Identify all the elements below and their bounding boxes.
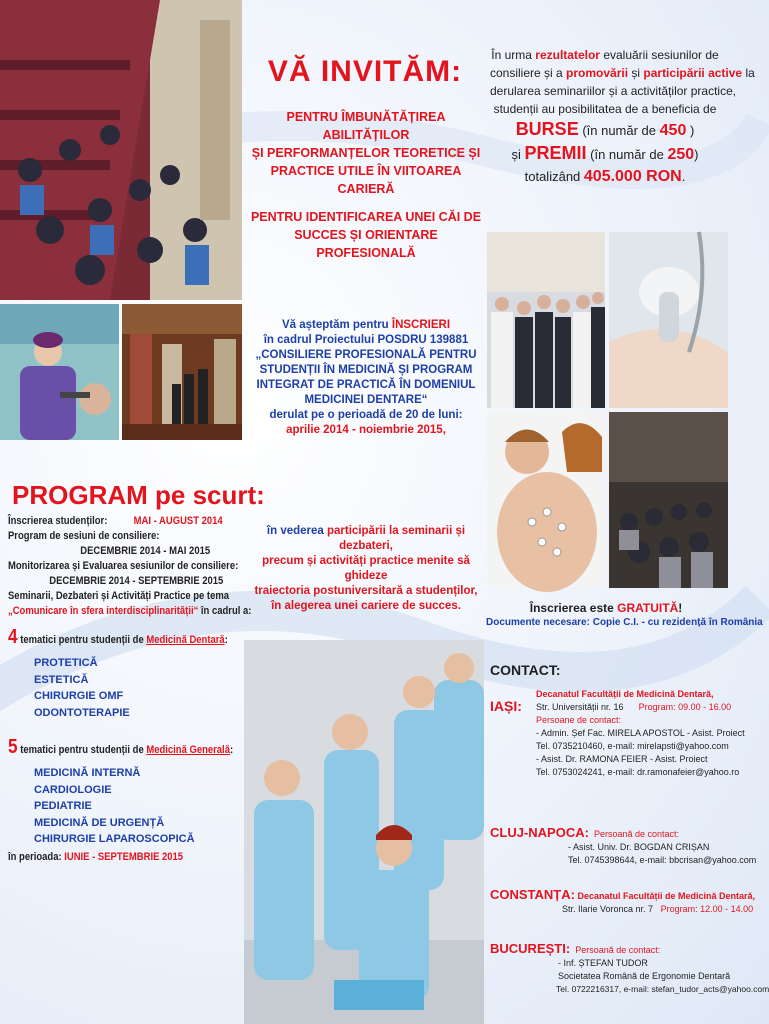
free-highlight: GRATUITĂ — [617, 601, 679, 615]
text-span: și — [628, 66, 644, 80]
theme-title: „Comunicare în sfera interdisciplinarității“ — [8, 605, 199, 617]
list-item: MEDICINĂ DE URGENȚĂ — [34, 816, 165, 829]
period-line — [8, 850, 211, 865]
text-span: Str. Universității nr. 16 — [536, 702, 624, 712]
list-item: MEDICINĂ INTERNĂ — [34, 767, 141, 779]
text-span: Copie C.I. - cu rezidență în România — [592, 617, 763, 628]
purpose-line-3: traiectoria postuniversitară a studenților, — [254, 585, 478, 597]
iasi-contact-2-info: Tel. 0753024241, e-mail: dr.ramonafeier@yahoo.ro — [536, 767, 740, 777]
text-span: Program: 12.00 - 14.00 — [660, 904, 754, 914]
contact-cluj — [490, 825, 757, 867]
text-span: ) — [686, 123, 695, 138]
enrollment-highlight: ÎNSCRIERI — [391, 319, 451, 331]
monitoring-period: DECEMBRIE 2014 - SEPTEMBRIE 2015 — [49, 575, 224, 587]
list-item: PEDIATRIE — [34, 800, 92, 812]
dental-topic-list — [8, 651, 244, 721]
sessions-period: DECEMBRIE 2014 - MAI 2015 — [80, 545, 211, 557]
monitoring-label: Monitorizarea și Evaluarea sesiunilor de consiliere: — [8, 560, 239, 572]
total-line — [490, 166, 720, 188]
list-item: PROTETICĂ — [34, 657, 98, 669]
iasi-details — [490, 688, 745, 779]
cluj-contact-1: - Asist. Univ. Dr. BOGDAN CRIȘAN — [568, 842, 710, 852]
photo-ultrasound — [609, 232, 728, 408]
photo-auditorium — [0, 0, 242, 300]
contact-constanta — [490, 887, 756, 916]
text-span: în vederea — [266, 525, 328, 537]
sessions-label: Program de sesiuni de consiliere: — [8, 530, 160, 542]
text-span: la — [742, 66, 755, 80]
text-span: tematici pentru studenții de — [17, 744, 147, 756]
project-line-8: aprilie 2014 - noiembrie 2015, — [286, 424, 446, 436]
invite-line-4: PENTRU IDENTIFICAREA UNEI CĂI DE — [250, 210, 482, 224]
total-amount: 405.000 RON — [583, 168, 682, 185]
text-span: (în număr de — [578, 123, 660, 138]
text-span: Înscrierea este — [529, 601, 618, 615]
iasi-contact-1-info: Tel. 0735210460, e-mail: mirelapsti@yahoo.com — [536, 741, 729, 751]
text-span: Str. Ilarie Voronca nr. 7 — [562, 904, 654, 914]
invite-title: VĂ INVITĂM: — [267, 55, 463, 88]
text-span: rezultatelor — [535, 48, 600, 62]
contact-iasi — [490, 688, 745, 779]
iasi-contacts-label: Persoane de contact: — [536, 715, 622, 725]
text-span: evaluării sesiunilor de — [599, 48, 719, 62]
text-span: și — [511, 147, 525, 162]
general-topics — [8, 736, 244, 865]
purpose-line-4: în alegerea unei cariere de succes. — [271, 600, 461, 612]
contact-bucuresti — [490, 941, 769, 996]
general-topic-list — [8, 761, 244, 848]
iasi-department: Decanatul Facultății de Medicină Dentară, — [536, 689, 714, 699]
photo-students-lab — [244, 640, 484, 1024]
text-span: consiliere și a — [490, 66, 567, 80]
text-span: MAI - AUGUST 2014 — [133, 515, 223, 527]
burse-line — [490, 118, 720, 142]
text-span: . — [681, 169, 686, 184]
project-line-5: INTEGRAT DE PRACTICĂ ÎN DOMENIUL — [256, 379, 476, 391]
enrollment-period — [8, 514, 223, 529]
text-span: în perioada: — [8, 850, 65, 863]
text-span: (în număr de — [586, 147, 668, 162]
list-item: ODONTOTERAPIE — [34, 706, 130, 719]
text-span: IUNIE - SEPTEMBRIE 2015 — [64, 850, 184, 863]
premii-line — [490, 142, 720, 166]
project-line-1 — [244, 318, 488, 333]
invite-line-1: PENTRU ÎMBUNĂTĂȚIREA ABILITĂȚILOR — [286, 110, 446, 142]
text-span: Persoană de contact: — [593, 829, 680, 839]
free-line — [486, 600, 726, 616]
city-bucuresti: BUCUREȘTI: — [490, 941, 571, 956]
invite-line-2: ȘI PERFORMANȚELOR TEORETICE ȘI — [251, 146, 481, 160]
bucuresti-header — [490, 942, 726, 957]
text-span: participării la seminarii și dezbateri, — [327, 525, 466, 552]
iasi-contact-2: - Asist. Dr. RAMONA FEIER - Asist. Proiect — [536, 754, 708, 764]
premii-label: PREMII — [524, 143, 587, 163]
text-span: Persoană de contact: — [575, 945, 661, 955]
seminars-line: Seminarii, Dezbateri și Activități Practice pe tema — [8, 590, 230, 602]
text-span: În urma — [491, 48, 536, 62]
program-title: PROGRAM pe scurt: — [12, 480, 265, 510]
iasi-contact-1: - Admin. Șef Fac. MIRELA APOSTOL - Asist. Proiect — [536, 728, 745, 738]
scholarship-line-3: derularea seminariilor și a activităților practice, — [490, 84, 737, 98]
dental-topics — [8, 626, 244, 721]
cluj-contact-1-info: Tel. 0745398644, e-mail: bbcrisan@yahoo.com — [568, 855, 757, 865]
dental-field: Medicină Dentară — [146, 634, 225, 646]
enrollment-note — [486, 600, 763, 630]
cluj-header — [490, 826, 726, 841]
photo-ecg-patient — [487, 412, 605, 588]
burse-count: 450 — [659, 122, 687, 139]
premii-count: 250 — [667, 146, 695, 163]
invite-block-2 — [244, 208, 488, 262]
city-cluj: CLUJ-NAPOCA: — [490, 825, 589, 840]
bucuresti-organization: Societatea Română de Ergonomie Dentară — [558, 971, 731, 981]
text-span: în cadrul a: — [198, 605, 252, 617]
text-span: ! — [678, 601, 683, 615]
text-span: totalizând — [524, 169, 584, 184]
project-line-6: MEDICINEI DENTARE“ — [304, 394, 428, 406]
project-line-2: în cadrul Proiectului POSDRU 139881 — [263, 334, 469, 346]
photo-project-team — [487, 232, 605, 408]
iasi-address — [536, 701, 732, 714]
contact-title: CONTACT: — [490, 662, 561, 678]
project-line-7: derulat pe o perioadă de 20 de luni: — [269, 409, 463, 421]
theme-line — [8, 604, 252, 619]
city-iasi: IAȘI: — [490, 698, 522, 714]
documents-line — [486, 616, 763, 630]
text-span: Decanatul Facultății de Medicină Dentară, — [577, 891, 756, 901]
scholarship-line-1 — [490, 46, 720, 64]
cluj-details — [490, 841, 757, 867]
text-span: Program: 09.00 - 16.00 — [638, 702, 732, 712]
invite-line-5: SUCCES ȘI ORIENTARE PROFESIONALĂ — [294, 228, 438, 260]
list-item: CHIRURGIE OMF — [34, 690, 124, 702]
city-constanta: CONSTANȚA: — [490, 887, 575, 902]
purpose-line-1 — [244, 524, 488, 554]
scholarship-line-4: studenții au posibilitatea de a beneficia de — [493, 102, 717, 116]
list-item: CHIRURGIE LAPAROSCOPICĂ — [34, 833, 195, 845]
dental-count: 4 — [8, 626, 18, 648]
bucuresti-contact-1: - Inf. ȘTEFAN TUDOR — [558, 958, 648, 968]
bucuresti-details — [490, 957, 731, 983]
list-item: ESTETICĂ — [34, 673, 89, 686]
constanta-header — [490, 887, 756, 903]
scholarship-info — [490, 46, 755, 188]
project-description — [244, 318, 488, 438]
general-field: Medicină Generală — [146, 744, 230, 756]
constanta-address — [490, 903, 754, 916]
project-line-3: „CONSILIERE PROFESIONALĂ PENTRU — [255, 349, 477, 361]
general-count: 5 — [8, 736, 18, 758]
text-span: promovării — [566, 66, 629, 80]
invite-line-3: PRACTICE UTILE ÎN VIITOAREA CARIERĂ — [270, 164, 462, 196]
project-line-4: STUDENȚII ÎN MEDICINĂ ȘI PROGRAM — [259, 364, 473, 376]
text-span: participării active — [643, 66, 743, 80]
photo-conference — [609, 412, 728, 588]
photo-dental-training — [0, 304, 119, 440]
general-topics-header: 5 tematici pentru studenții de Medicină Generală: — [8, 736, 234, 758]
text-span: tematici pentru studenții de — [17, 634, 147, 646]
dental-topics-header: 4 tematici pentru studenții de Medicină Dentară: — [8, 626, 228, 648]
text-span: Vă așteptăm pentru — [281, 319, 392, 331]
text-span: Documente necesare: — [486, 617, 593, 628]
text-span: Înscrierea studenților: — [8, 515, 108, 527]
project-purpose — [244, 524, 488, 614]
text-span: ) — [694, 147, 699, 162]
photo-anatomy-museum — [122, 304, 242, 440]
scholarship-line-2 — [490, 64, 755, 82]
purpose-line-2: precum și activități practice menite să ghideze — [262, 555, 470, 582]
list-item: CARDIOLOGIE — [34, 783, 112, 796]
burse-label: BURSE — [515, 119, 579, 139]
invite-block-1 — [244, 108, 488, 198]
program-details — [8, 514, 252, 619]
bucuresti-contact-info: Tel. 0722216317, e-mail: stefan_tudor_acts@yahoo.com — [556, 984, 769, 994]
